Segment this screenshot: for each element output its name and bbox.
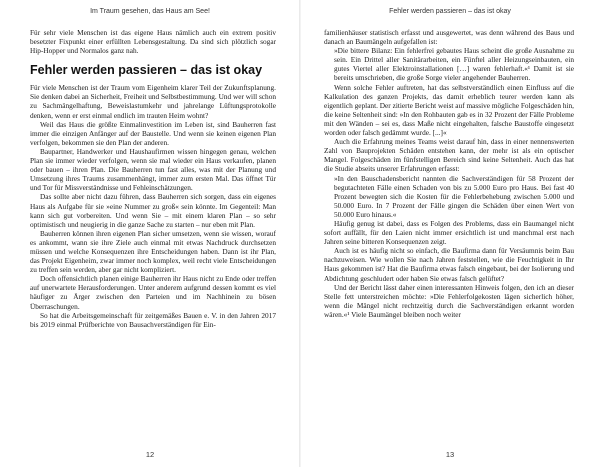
quote-paragraph: »In den Bauschadensbericht nannten die Sachverständigen für 58 Prozent der begutachteten Fälle einen Schaden von bis zu 5.000 Euro pro Haus. Bei fast 40 Prozent bewegten sich die Kosten für die Fehlerbehebung zwischen 5.000 und 50.000 Euro. In 7 Prozent der Fälle gingen die Schäden über einen Wert von 50.000 Euro hinaus.«: [334, 173, 574, 219]
running-head: Fehler werden passieren – das ist okay: [389, 8, 511, 15]
page-number: 13: [445, 450, 455, 459]
body-text: [324, 28, 574, 319]
paragraph: So hat die Arbeitsgemeinschaft für zeitgemäßes Bauen e. V. in den Jahren 2017 bis 2019 einmal Prüfberichte von Bausachverständigen für Ein-: [30, 310, 276, 329]
page-number: 12: [145, 450, 155, 459]
paragraph: Häufig genug ist dabei, dass es Folgen des Problems, dass ein Baumangel nicht sofort auffällt, für den Laien nicht immer ersichtlich ist und manchmal erst nach Jahren seine bitteren Konsequenzen zeigt.: [324, 218, 574, 247]
paragraph: Für sehr viele Menschen ist das eigene Haus nämlich auch ein extrem positiv besetzter Fixpunkt einer erfüllten Lebensgestaltung. Da sind sich plötzlich sogar Hip-Hopper und Normalos ganz nah.: [30, 28, 276, 56]
paragraph: Bauherren können ihren eigenen Plan sicher umsetzen, wenn sie wissen, worauf es ankommt, wann sie ihre Ziele auch einmal mit etwas Nachdruck durchsetzen müssen und welche Konsequenzen ihre Entscheidungen haben. Dann ist ihr Plan, das Projekt Eigenheim, zwar immer noch komplex, weil recht viele Entscheidungen zu treffen sein werden, aber gar nicht kompliziert.: [30, 228, 276, 275]
section-heading: Fehler werden passieren – das ist okay: [30, 63, 263, 78]
paragraph: Und der Bericht lässt daher einen interessanten Hinweis folgen, den ich an dieser Stelle fett unterstreichen möchte: »Die Fehlerfolgekosten lägen sicherlich höher, wenn die Mängel nicht rechtzeitig durch die Sachverständigen erkannt worden wären.«¹ Viele Baumängel bleiben noch weiter: [324, 282, 574, 319]
right-page: [300, 0, 600, 467]
paragraph: Weil das Haus die größte Einmalinvestition im Leben ist, sind Bauherren fast immer die einzigen Anfänger auf der Baustelle. Und wenn sie keinen eigenen Plan verfolgen, bekommen sie den Plan der anderen.: [30, 119, 276, 147]
paragraph: Wenn solche Fehler auftreten, hat das selbstverständlich einen Einfluss auf die Kalkulation des ganzen Projekts, das damit erheblich teurer werden kann als eigentlich geplant. Der zitierte Bericht weist auf massive mögliche Folgeschäden hin, die keine Seltenheit sind: »In den Rohbauten gab es in 32 Prozent der Fälle Probleme mit den Wänden – sei es, dass Maße nicht eingehalten, falsche Baustoffe eingesetzt worden oder falsch gedämmt wurde. [...]«: [324, 82, 574, 138]
paragraph: familienhäuser statistisch erfasst und ausgewertet, was denn während des Baus und danach an Baumängeln aufgefallen ist:: [324, 28, 574, 47]
paragraph: Das sollte aber nicht dazu führen, dass Bauherren sich sorgen, dass ein eigenes Haus als Aufgabe für sie »eine Nummer zu groß« sein könnte. Im Gegenteil: Man kann sich gut vorbereiten. Und wenn Sie – mit einem klaren Plan – so sehr optimistisch und neugierig in die ganze Sache zu starten – nur eben mit Plan.: [30, 192, 276, 229]
running-head: Im Traum gesehen, das Haus am See!: [90, 8, 210, 15]
paragraph: Baupartner, Handwerker und Haushaufirmen wissen hingegen genau, welchen Plan sie immer wieder verfolgen, wenn sie mal wieder ein Haus verkaufen, planen oder bauen – ihren Plan. Die Bauherren tun fast alles, was mit der Planung und Umsetzung ihres Traums zusammenhängt, immer zum ersten Mal. Das öffnet Tür und Tor für Missverständnisse und Fehleinschätzungen.: [30, 146, 276, 193]
paragraph: Auch die Erfahrung meines Teams weist darauf hin, dass in einer nennenswerten Zahl von Bauprojekten Schäden entstehen kann, der mehr ist als ein optischer Mangel. Folgeschäden im fünfstelligen Bereich sind keine Seltenheit. Auch das hat die Studie abseits unserer Erfahrungen erfasst:: [324, 137, 574, 174]
quote-paragraph: »Die bittere Bilanz: Ein fehlerfrei gebautes Haus scheint die große Ausnahme zu sein. Ein Drittel aller Sanitärarbeiten, ein Fünftel aller Heizungseinbauten, ein gutes Viertel aller Elektroinstallationen […] waren fehlerhaft.«¹ Damit ist sie bereits umschrieben, die große Sorge vieler angehender Bauherren.: [334, 46, 574, 83]
paragraph: Auch ist es häufig nicht so einfach, die Baufirma dann für Versäumnis beim Bau nachzuweisen. Wie wollen Sie nach Jahren feststellen, wie die Feuchtigkeit in Ihr Haus gekommen ist? Hat die Baufirma etwas falsch eingebaut, bei der Isolierung und Abdichtung geschludert oder haben Sie etwas falsch gelüftet?: [324, 246, 574, 283]
body-text: [30, 28, 276, 329]
paragraph: Doch offensichtlich planen einige Bauherren ihr Haus nicht zu Ende oder treffen auf unerwartete Herausforderungen. Unter anderem aufgrund dessen kommt es viel häufiger zu Ärger zwischen den Parteien und im Nachhinein zu bösen Überraschungen.: [30, 274, 276, 311]
paragraph: Für viele Menschen ist der Traum vom Eigenheim klarer Teil der Zukunftsplanung. Sie denken dabei an Sicherheit, Freiheit und Selbstbestimmung. Und wer will schon zu Sachmängelhaftung, Beweislastumkehr und jahrelange Lüftungsprotokolle denken, wenn er erst einmal endlich im trauten Heim wohnt?: [30, 83, 276, 120]
